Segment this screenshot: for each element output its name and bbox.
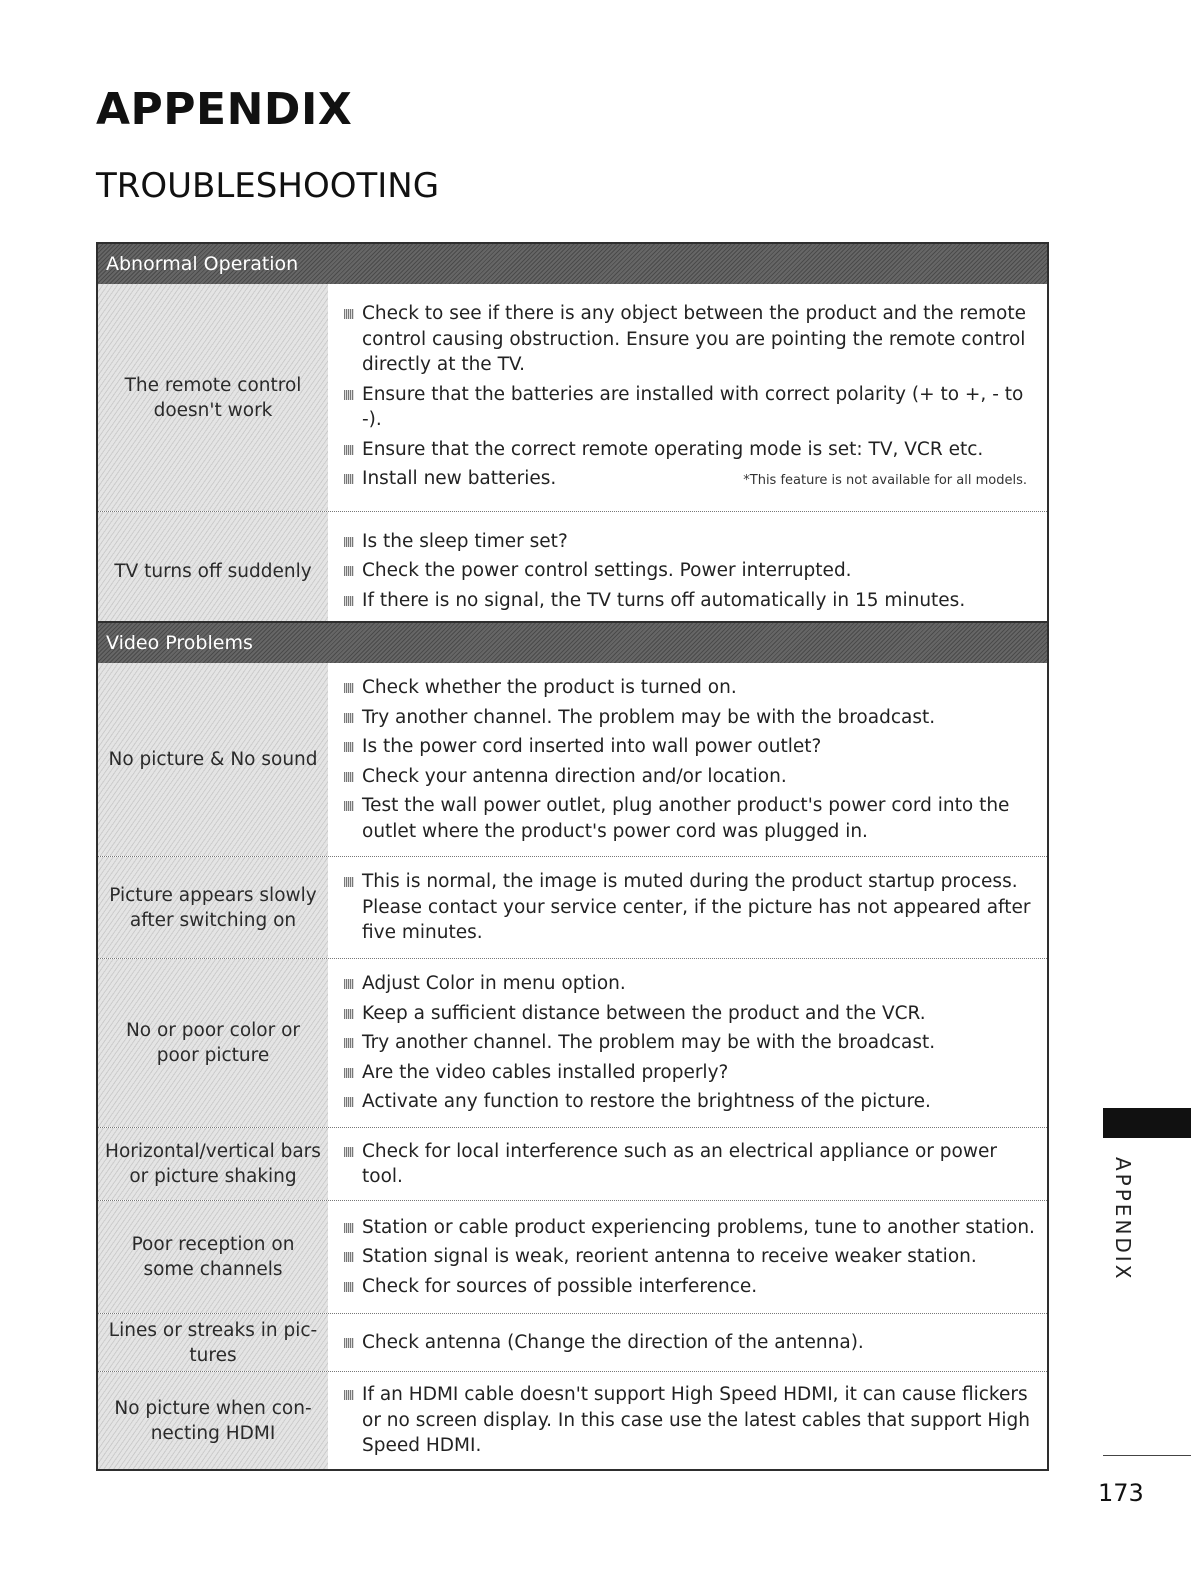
- solution-item: This is normal, the image is muted during the product startup process. Please contact your service center, if the picture has not appeared after five minutes.: [342, 869, 1035, 946]
- problem-label: No or poor color or poor picture: [98, 959, 328, 1127]
- solution-item: Check the power control settings. Power interrupted.: [342, 558, 1035, 584]
- solution-list: [328, 1314, 1047, 1371]
- solution-item: Station signal is weak, reorient antenna to receive weaker station.: [342, 1244, 1035, 1270]
- solution-item: Adjust Color in menu option.: [342, 971, 1035, 997]
- problem-label: The remote control doesn't work: [98, 284, 328, 511]
- solution-item: Is the power cord inserted into wall power outlet?: [342, 734, 1035, 760]
- solution-list: [328, 663, 1047, 856]
- solution-item: Test the wall power outlet, plug another product's power cord into the outlet where the product's power cord was plugged in.: [342, 793, 1035, 844]
- row-no-picture-no-sound: [98, 663, 1047, 856]
- row-poor-color: [98, 958, 1047, 1127]
- problem-label: Lines or streaks in pic- tures: [98, 1314, 328, 1371]
- solution-item: If an HDMI cable doesn't support High Speed HDMI, it can cause flickers or no screen display. In this case use the latest cables that support High Speed HDMI.: [342, 1382, 1035, 1459]
- section-header: Abnormal Operation: [98, 244, 1047, 284]
- row-remote-control: [98, 284, 1047, 511]
- availability-note: *This feature is not available for all models.: [743, 473, 1027, 489]
- row-picture-appears-slowly: [98, 856, 1047, 958]
- solution-item: Check antenna (Change the direction of the antenna).: [342, 1330, 1035, 1356]
- solution-list: [328, 1201, 1047, 1313]
- solution-list: [328, 857, 1047, 958]
- solution-item: Activate any function to restore the brightness of the picture.: [342, 1089, 1035, 1115]
- section-video-problems: [96, 621, 1049, 1471]
- page-number-rule: [1103, 1455, 1191, 1456]
- problem-label: TV turns off suddenly: [98, 512, 328, 630]
- solution-list: [328, 284, 1047, 511]
- solution-item: Check for local interference such as an electrical appliance or power tool.: [342, 1139, 1035, 1190]
- page-number: 173: [1098, 1479, 1144, 1507]
- solution-item: Is the sleep timer set?: [342, 529, 1035, 555]
- problem-label: Poor reception on some channels: [98, 1201, 328, 1313]
- section-tab-marker: [1103, 1108, 1191, 1138]
- row-no-picture-hdmi: [98, 1371, 1047, 1469]
- solution-item-with-note: [342, 466, 1035, 494]
- section-abnormal-operation: [96, 242, 1049, 632]
- solution-item: Ensure that the correct remote operating mode is set: TV, VCR etc.: [342, 437, 1035, 463]
- solution-list: [328, 1372, 1047, 1469]
- problem-label: Horizontal/vertical bars or picture shaking: [98, 1128, 328, 1200]
- solution-list: [328, 512, 1047, 630]
- problem-label: Picture appears slowly after switching on: [98, 857, 328, 958]
- page-title: APPENDIX: [96, 84, 353, 135]
- solution-list: [328, 959, 1047, 1127]
- side-tab-label: APPENDIX: [1111, 1157, 1135, 1282]
- solution-item: Try another channel. The problem may be with the broadcast.: [342, 1030, 1035, 1056]
- solution-item: Check your antenna direction and/or location.: [342, 764, 1035, 790]
- solution-item: Try another channel. The problem may be with the broadcast.: [342, 705, 1035, 731]
- row-tv-turns-off: [98, 511, 1047, 630]
- solution-item: Check whether the product is turned on.: [342, 675, 1035, 701]
- solution-item: Are the video cables installed properly?: [342, 1060, 1035, 1086]
- row-bars-shaking: [98, 1127, 1047, 1200]
- solution-item: If there is no signal, the TV turns off automatically in 15 minutes.: [342, 588, 1035, 614]
- solution-item-text: Install new batteries.: [362, 468, 557, 490]
- page-subtitle: TROUBLESHOOTING: [96, 166, 440, 206]
- solution-item: Ensure that the batteries are installed with correct polarity (+ to +, - to -).: [342, 382, 1035, 433]
- section-header: Video Problems: [98, 623, 1047, 663]
- solution-list: [328, 1128, 1047, 1200]
- solution-item: Check to see if there is any object between the product and the remote control causing obstruction. Ensure you are pointing the remote control directly at the TV.: [342, 301, 1035, 378]
- row-poor-reception: [98, 1200, 1047, 1313]
- solution-item: Keep a sufficient distance between the product and the VCR.: [342, 1001, 1035, 1027]
- problem-label: No picture when con- necting HDMI: [98, 1372, 328, 1469]
- solution-item: Station or cable product experiencing problems, tune to another station.: [342, 1215, 1035, 1241]
- solution-item: Check for sources of possible interference.: [342, 1274, 1035, 1300]
- row-lines-streaks: [98, 1313, 1047, 1371]
- problem-label: No picture & No sound: [98, 663, 328, 856]
